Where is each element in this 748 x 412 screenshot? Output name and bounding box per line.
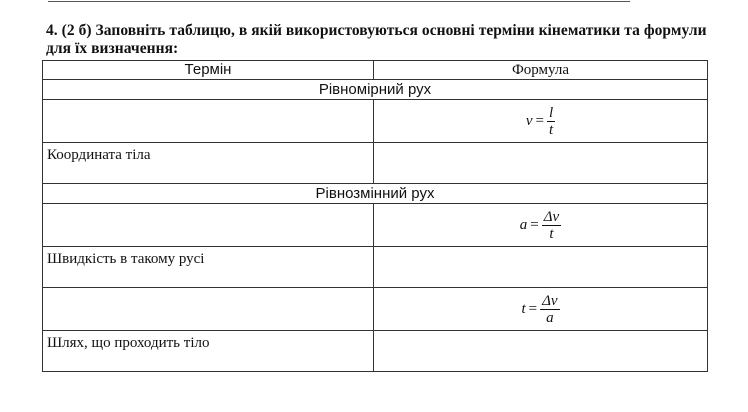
table-row [43,288,708,331]
section-title-variable: Рівнозмінний рух [43,184,708,204]
term-cell [43,143,374,184]
table-row [43,100,708,143]
formula-lhs: a [519,216,528,233]
formula-cell [374,204,708,247]
formula-cell [374,100,708,143]
term-cell-empty[interactable] [43,100,374,143]
fraction-denominator: a [546,309,554,326]
formula-cell-empty[interactable] [374,247,708,288]
section-row [43,80,708,100]
term-label: Швидкість в такому русі [47,251,205,267]
term-cell [43,247,374,288]
formula-cell [374,288,708,331]
section-row [43,184,708,204]
fraction-numerator: Δv [542,292,558,309]
formula-eq: = [530,216,539,233]
table-row [43,143,708,184]
formula-eq: = [528,300,538,317]
table-row [43,247,708,288]
fraction-numerator: l [548,104,554,121]
formula-eq: = [535,112,544,129]
term-label: Координата тіла [47,147,151,163]
fraction [542,209,561,242]
fraction [540,293,559,326]
formula-lhs: v [525,112,533,129]
kinematics-table [42,60,708,372]
fraction-denominator: t [548,121,554,138]
table-row [43,331,708,372]
formula-cell-empty[interactable] [374,331,708,372]
formula-cell-empty[interactable] [374,143,708,184]
fraction-denominator: t [549,225,554,242]
table-row [43,204,708,247]
fraction-numerator: Δv [543,208,560,225]
formula-time [521,293,559,326]
term-cell-empty[interactable] [43,288,374,331]
header-row [43,61,708,80]
formula-velocity [526,105,555,138]
formula-lhs: t [521,300,526,317]
top-rule [48,1,630,2]
header-formula: Формула [374,61,708,80]
header-term: Термін [43,61,374,80]
term-label: Шлях, що проходить тіло [47,335,210,351]
fraction [547,105,555,138]
section-title-uniform: Рівномірний рух [43,80,708,100]
term-cell-empty[interactable] [43,204,374,247]
term-cell [43,331,374,372]
question-text: 4. (2 б) Заповніть таблицю, в якій використовуються основні терміни кінематики та формули для їх визначення: [46,22,707,57]
formula-acceleration [520,209,561,242]
